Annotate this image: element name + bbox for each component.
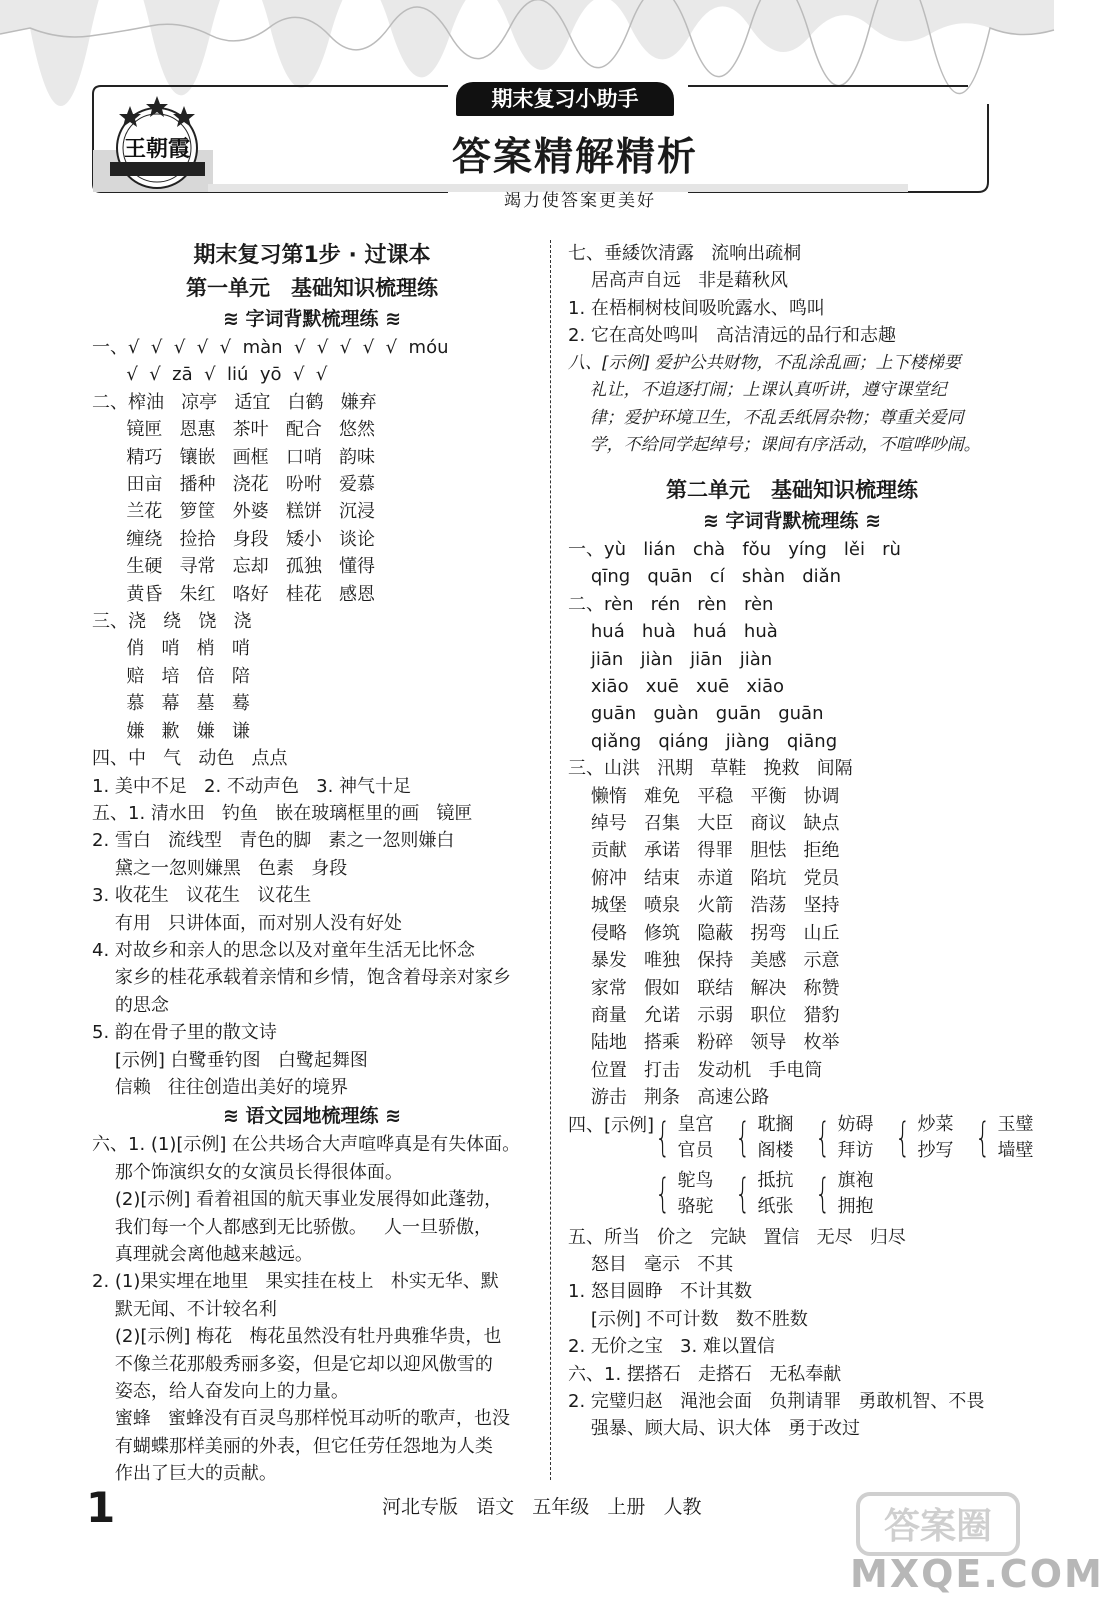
answer-line: 嫌 歉 嫌 谦 xyxy=(92,720,250,742)
answer-line: 2. 完璧归赵 渑池会面 负荆请罪 勇敢机智、不畏 xyxy=(568,1390,985,1412)
group-word: 妨碍 xyxy=(837,1113,874,1135)
group-word: 官员 xyxy=(677,1139,714,1161)
header-tag: 期末复习小助手 xyxy=(456,82,674,116)
answer-line: 居高声自远 非是藉秋风 xyxy=(568,270,789,292)
answer-line: 二、rèn rén rèn rèn xyxy=(568,593,774,615)
svg-text:答案圈: 答案圈 xyxy=(883,1506,993,1547)
slogan: 竭力使答案更美好 xyxy=(504,191,656,211)
answer-line: 学，不给同学起绰号；课间有序活动，不喧哗吵闹。 xyxy=(568,435,981,456)
answer-line: 家常 假如 联结 解决 称赞 xyxy=(568,977,840,999)
group-word: 玉璧 xyxy=(997,1113,1034,1135)
answer-line: 侵略 修筑 隐蔽 拐弯 山丘 xyxy=(568,922,840,944)
answer-line: 镜匣 恩惠 茶叶 配合 悠然 xyxy=(92,419,375,441)
answer-line: 兰花 箩筐 外婆 糕饼 沉浸 xyxy=(92,501,375,523)
answer-line: √ √ zā √ liú yō √ √ xyxy=(92,364,328,386)
answer-line: 赔 培 倍 陪 xyxy=(92,665,250,687)
word-group xyxy=(890,1112,970,1164)
brace-icon: { xyxy=(895,1114,911,1161)
word-group xyxy=(650,1168,730,1220)
answer-line: 那个饰演织女的女演员长得很体面。 xyxy=(92,1161,403,1183)
answer-line: 八、[示例] 爱护公共财物，不乱涂乱画；上下楼梯要 xyxy=(568,352,961,373)
brace-icon: { xyxy=(655,1114,671,1161)
subsection-heading: ≋ 字词背默梳理练 ≋ xyxy=(702,510,882,532)
answer-line: 2. (1)果实埋在地里 果实挂在枝上 朴实无华、默 xyxy=(92,1271,499,1293)
torn-paper-edge xyxy=(0,0,1054,58)
answer-line: 5. 韵在骨子里的散文诗 xyxy=(92,1022,277,1044)
group-word: 鸵鸟 xyxy=(677,1169,714,1191)
answer-block xyxy=(92,334,532,1101)
answer-line: 懒惰 难免 平稳 平衡 协调 xyxy=(568,785,840,807)
answer-line: [示例] 不可计数 数不胜数 xyxy=(568,1308,808,1330)
word-groups xyxy=(568,1112,1050,1224)
subsection-heading: ≋ 字词背默梳理练 ≋ xyxy=(222,308,402,330)
answer-line: 俯冲 结束 赤道 陷坑 党员 xyxy=(568,867,840,889)
brace-icon: { xyxy=(735,1170,751,1217)
answer-line: 有用 只讲体面，而对别人没有好处 xyxy=(92,912,403,934)
answer-line: 1. 美中不足 2. 不动声色 3. 神气十足 xyxy=(92,775,412,797)
column-divider xyxy=(550,240,551,1480)
answer-line: 贡献 承诺 得罪 胆怯 拒绝 xyxy=(568,840,840,862)
subsection-heading: ≋ 语文园地梳理练 ≋ xyxy=(222,1105,402,1128)
answer-line: 强暴、顾大局、识大体 勇于改过 xyxy=(568,1418,861,1440)
watermark-text: MXQE.COM xyxy=(850,1552,1104,1596)
answer-line: 有蝴蝶那样美丽的外表，但它任劳任怨地为人类 xyxy=(92,1435,493,1457)
answer-line: 缠绕 捡拾 身段 矮小 谈论 xyxy=(92,528,375,550)
group-word: 墙壁 xyxy=(997,1139,1034,1161)
answer-line: 家乡的桂花承载着亲情和乡情，饱含着母亲对家乡 xyxy=(92,967,511,989)
answer-line: (2)[示例] 梅花 梅花虽然没有牡丹典雅华贵，也 xyxy=(92,1326,502,1348)
word-group xyxy=(810,1112,890,1164)
right-column xyxy=(568,240,1034,1443)
answer-line: 礼让，不追逐打闹；上课认真听讲，遵守课堂纪 xyxy=(568,380,947,401)
answer-line: 四、中 气 动色 点点 xyxy=(92,748,288,770)
answer-line: 暴发 唯独 保持 美感 示意 xyxy=(568,950,840,972)
brace-icon: { xyxy=(655,1170,671,1217)
group-prefix: 四、[示例] xyxy=(568,1114,655,1136)
answer-line: 三、浇 绕 饶 浇 xyxy=(92,611,252,633)
answer-line: 律；爱护环境卫生，不乱丢纸屑杂物；尊重关爱同 xyxy=(568,407,964,428)
answer-line: 黄昏 朱红 咯好 桂花 感恩 xyxy=(92,583,375,605)
answer-line: 姿态，给人奋发向上的力量。 xyxy=(92,1381,349,1403)
word-group xyxy=(970,1112,1050,1164)
answer-line: 五、1. 清水田 钓鱼 嵌在玻璃框里的画 镜匣 xyxy=(92,802,473,824)
answer-line: 精巧 镶嵌 画框 口哨 韵味 xyxy=(92,446,375,468)
brand-logo xyxy=(100,92,215,192)
answer-line: 二、榨油 凉亭 适宜 白鹤 嫌弃 xyxy=(92,391,377,413)
group-word: 拥抱 xyxy=(837,1195,874,1217)
answer-line: 俏 哨 梢 哨 xyxy=(92,638,250,660)
answer-line: 我们每一个人都感到无比骄傲。 人一旦骄傲， xyxy=(92,1216,493,1238)
answer-line: 城堡 喷泉 火箭 浩荡 坚持 xyxy=(568,895,840,917)
answer-line: xiāo xuē xuē xiāo xyxy=(568,676,785,698)
answer-line: 2. 它在高处鸣叫 高洁清远的品行和志趣 xyxy=(568,325,897,347)
answer-block xyxy=(568,240,1016,350)
answer-line: 商量 允诺 示弱 职位 猎豹 xyxy=(568,1004,840,1026)
answer-block xyxy=(92,1131,532,1487)
handwritten-answer xyxy=(568,350,1016,460)
group-word: 旗袍 xyxy=(837,1169,874,1191)
answer-line: guān guàn guān guān xyxy=(568,703,824,725)
answer-line: 不像兰花那般秀丽多姿，但是它却以迎风傲雪的 xyxy=(92,1353,493,1375)
answer-line: 3. 收花生 议花生 议花生 xyxy=(92,885,312,907)
answer-line: 2. 雪白 流线型 青色的脚 素之一忽则嫌白 xyxy=(92,830,455,852)
group-word: 抄写 xyxy=(917,1139,954,1161)
answer-line: 田亩 播种 浇花 吩咐 爱慕 xyxy=(92,474,375,496)
word-group xyxy=(650,1112,730,1164)
answer-line: 三、山洪 汛期 草鞋 挽救 间隔 xyxy=(568,758,853,780)
group-word: 耽搁 xyxy=(757,1113,794,1135)
answer-line: 慕 幕 墓 蓦 xyxy=(92,693,250,715)
edition-info: 河北专版 语文 五年级 上册 人教 xyxy=(382,1496,702,1518)
answer-line: 黛之一忽则嫌黑 色素 身段 xyxy=(92,857,348,879)
answer-line: 陆地 搭乘 粉碎 领导 枚举 xyxy=(568,1032,840,1054)
group-word: 阁楼 xyxy=(757,1139,794,1161)
answer-line: 的思念 xyxy=(92,994,169,1016)
unit-heading: 第二单元 基础知识梳理练 xyxy=(666,478,918,502)
section-heading: 期末复习第1步 · 过课本 xyxy=(193,243,431,268)
answer-line: huá huà huá huà xyxy=(568,621,778,643)
brace-icon: { xyxy=(735,1114,751,1161)
group-word: 拜访 xyxy=(837,1139,874,1161)
unit-heading: 第一单元 基础知识梳理练 xyxy=(186,276,438,300)
answer-line: qiǎng qiáng jiàng qiāng xyxy=(568,730,838,752)
page-number: 1 xyxy=(86,1483,116,1532)
answer-line: 绰号 召集 大臣 商议 缺点 xyxy=(568,813,840,835)
answer-line: 生硬 寻常 忘却 孤独 懂得 xyxy=(92,556,375,578)
answer-line: 信赖 往往创造出美好的境界 xyxy=(92,1076,349,1098)
answer-line: 位置 打击 发动机 手电筒 xyxy=(568,1059,823,1081)
answer-line: 1. 在梧桐树枝间吸吮露水、鸣叫 xyxy=(568,297,825,319)
answer-line: 六、1. (1)[示例] 在公共场合大声喧哗真是有失体面。 xyxy=(92,1134,521,1156)
word-group xyxy=(730,1112,810,1164)
left-column xyxy=(92,240,532,1488)
answer-line: 五、所当 价之 完缺 置信 无尽 归尽 xyxy=(568,1226,906,1248)
page-title: 答案精解精析 xyxy=(451,135,698,180)
answer-line: 六、1. 摆搭石 走搭石 无私奉献 xyxy=(568,1363,842,1385)
logo-lettering: 王朝霞 xyxy=(123,136,191,162)
brace-icon: { xyxy=(975,1114,991,1161)
group-word: 抵抗 xyxy=(757,1169,794,1191)
answer-line: 怒目 毫示 不其 xyxy=(568,1253,734,1275)
answer-line: 一、√ √ √ √ √ màn √ √ √ √ √ móu xyxy=(92,337,449,358)
answer-line: jiān jiàn jiān jiàn xyxy=(568,648,773,670)
answer-line: 2. 无价之宝 3. 难以置信 xyxy=(568,1336,775,1358)
answer-line: 游击 荆条 高速公路 xyxy=(568,1087,770,1109)
answer-block xyxy=(568,1224,1016,1443)
group-word: 纸张 xyxy=(757,1195,794,1217)
group-word: 皇宫 xyxy=(677,1113,714,1135)
answer-line: 1. 怒目圆睁 不计其数 xyxy=(568,1281,753,1303)
word-group xyxy=(810,1168,890,1220)
answer-line: (2)[示例] 看着祖国的航天事业发展得如此蓬勃， xyxy=(92,1189,503,1211)
word-group xyxy=(730,1168,810,1220)
answer-line: 蜜蜂 蜜蜂没有百灵鸟那样悦耳动听的歌声，也没 xyxy=(92,1408,511,1430)
answer-line: 一、yù lián chà fǒu yíng lěi rù xyxy=(568,539,901,560)
answer-block xyxy=(568,536,1016,1112)
answer-line: 真理就会离他越来越远。 xyxy=(92,1244,313,1265)
brace-icon: { xyxy=(815,1170,831,1217)
answer-line: [示例] 白鹭垂钓图 白鹭起舞图 xyxy=(92,1049,368,1071)
group-word: 骆驼 xyxy=(677,1195,714,1217)
answer-line: 默无闻、不计较名利 xyxy=(92,1298,277,1320)
answer-line: 作出了巨大的贡献。 xyxy=(92,1463,277,1485)
answer-line: 4. 对故乡和亲人的思念以及对童年生活无比怀念 xyxy=(92,939,475,961)
answer-line: 七、垂緌饮清露 流响出疏桐 xyxy=(568,243,802,264)
answer-line: qīng quān cí shàn diǎn xyxy=(568,566,842,588)
brace-icon: { xyxy=(815,1114,831,1161)
group-word: 炒菜 xyxy=(917,1113,954,1135)
